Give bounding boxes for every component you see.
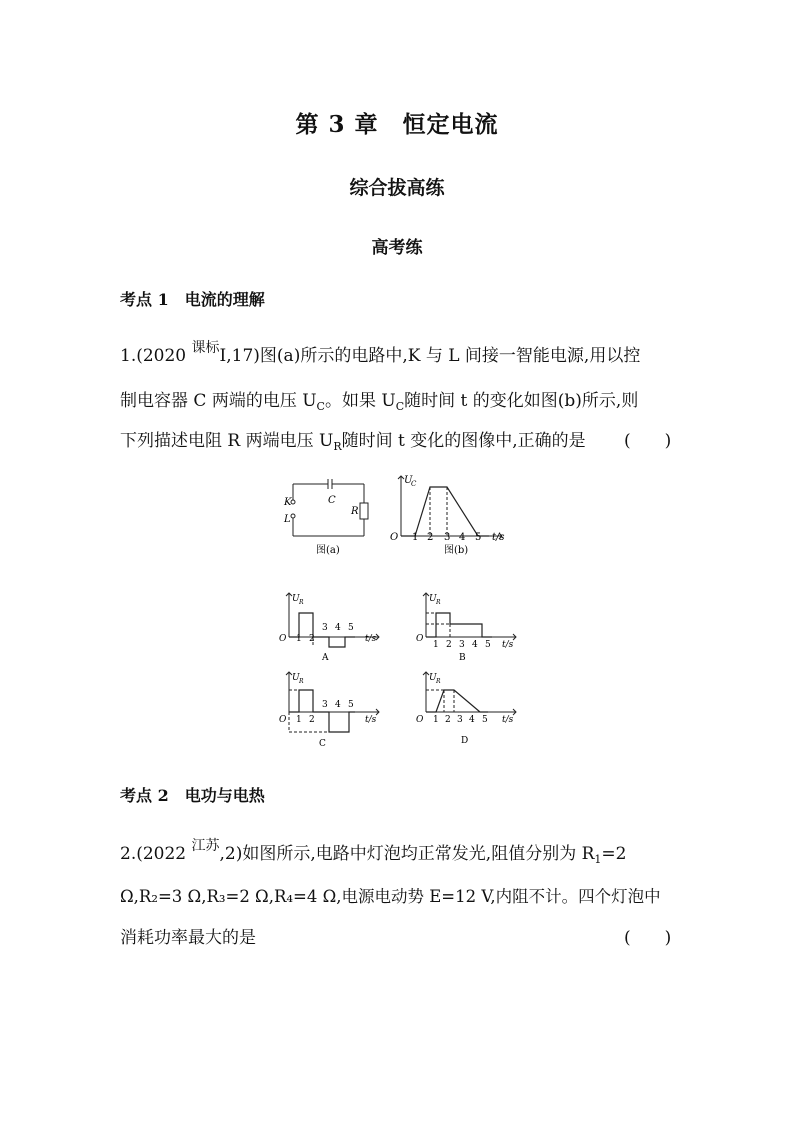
q2-sub-1: 1 (594, 853, 602, 866)
q1-text-2b: 。如果 U (324, 391, 396, 411)
option-c-graph[interactable] (275, 667, 390, 749)
tick-a-5: 5 (348, 623, 354, 633)
section-title: 综合拔高练 (349, 177, 445, 199)
origin-a: O (279, 634, 287, 644)
ur-label-c: U (292, 673, 300, 683)
ur-sub-a: R (299, 599, 304, 606)
topic-heading-1: 考点 1 电流的理解 (120, 290, 265, 309)
ur-sub-b: R (436, 599, 441, 606)
q1-source-tail: Ⅰ,17) (219, 346, 260, 366)
q2-line-2: Ω,R₂=3 Ω,R₃=2 Ω,R₄=4 Ω,电源电动势 E=12 V,内阻不计。四个灯泡中 (120, 887, 661, 906)
tick-d-2: 2 (445, 715, 451, 725)
q1-sub-c-2: C (395, 400, 405, 413)
t-axis-a: t/s (365, 634, 377, 644)
ur-label-d: U (429, 673, 437, 683)
tick-a-2: 2 (309, 634, 315, 644)
origin-d: O (416, 715, 424, 725)
tick-d-4: 4 (469, 715, 475, 725)
tick-c-1: 1 (296, 715, 302, 725)
origin-b: O (390, 532, 399, 543)
tick-b-4: 4 (459, 532, 466, 543)
q2-source: 江苏 (191, 838, 220, 854)
tick-bb-3: 3 (459, 640, 465, 650)
q1-answer-paren[interactable]: ( ) (624, 431, 672, 451)
tick-b-1: 1 (412, 532, 419, 543)
q2-answer-paren[interactable]: ( ) (624, 928, 672, 948)
subsection-title: 高考练 (371, 238, 423, 258)
label-c: C (328, 495, 336, 506)
t-axis-b: t/s (492, 532, 505, 543)
origin-b2: O (416, 634, 424, 644)
option-a-label: A (322, 653, 329, 663)
tick-bb-1: 1 (433, 640, 439, 650)
tick-a-3: 3 (322, 623, 328, 633)
tick-c-4: 4 (335, 700, 341, 710)
tick-d-3: 3 (457, 715, 463, 725)
caption-b: 图(b) (444, 545, 469, 556)
option-a-graph[interactable] (275, 588, 390, 666)
tick-bb-5: 5 (485, 640, 491, 650)
q1-text-1: 图(a)所示的电路中,K 与 L 间接一智能电源,用以控 (259, 346, 641, 366)
tick-c-3: 3 (322, 700, 328, 710)
tick-c-5: 5 (348, 700, 354, 710)
q1-text-3a: 下列描述电阻 R 两端电压 U (120, 431, 334, 451)
tick-c-2: 2 (309, 715, 315, 725)
origin-c: O (279, 715, 287, 725)
q1-text-2a: 制电容器 C 两端的电压 U (120, 391, 317, 411)
q2-number: 2.(2022 (120, 844, 192, 864)
ur-sub-d: R (436, 678, 441, 685)
q1-number: 1.(2020 (120, 346, 192, 366)
ur-label-b: U (429, 594, 437, 604)
tick-bb-2: 2 (446, 640, 452, 650)
label-k: K (284, 497, 292, 508)
tick-a-1: 1 (296, 634, 302, 644)
q2-source-tail: ,2) (219, 844, 243, 864)
label-l: L (284, 514, 291, 525)
q2-text-1b: =2 (601, 844, 627, 864)
tick-b-3: 3 (444, 532, 451, 543)
t-axis-bb: t/s (502, 640, 514, 650)
uc-graph-b (384, 470, 514, 560)
q2-line-1 (120, 839, 626, 864)
q1-text-3b: 随时间 t 变化的图像中,正确的是 (341, 431, 586, 451)
q1-sub-r: R (333, 440, 342, 453)
q1-sub-c: C (316, 400, 325, 413)
tick-d-1: 1 (433, 715, 439, 725)
option-c-label: C (319, 739, 326, 749)
ur-label-a: U (292, 594, 300, 604)
uc-axis-sub: C (411, 480, 417, 488)
tick-bb-4: 4 (472, 640, 478, 650)
tick-d-5: 5 (482, 715, 488, 725)
q1-text-2c: 随时间 t 的变化如图(b)所示,则 (404, 391, 639, 411)
q1-line-3 (120, 426, 586, 451)
uc-axis-label: U (404, 475, 413, 486)
option-d-graph[interactable] (412, 667, 527, 749)
t-axis-d: t/s (502, 715, 514, 725)
label-r: R (351, 506, 359, 517)
option-d-label: D (461, 736, 469, 746)
circuit-figure-a (276, 470, 376, 560)
option-b-label: B (459, 653, 466, 663)
tick-a-4: 4 (335, 623, 341, 633)
topic-heading-2: 考点 2 电功与电热 (120, 786, 265, 805)
q1-source: 课标 (191, 340, 220, 356)
caption-a: 图(a) (316, 545, 340, 556)
chapter-title: 第 3 章 恒定电流 (295, 111, 499, 138)
option-b-graph[interactable] (412, 588, 527, 666)
tick-b-5: 5 (475, 532, 482, 543)
q1-line-2 (120, 386, 638, 411)
q2-text-1a: 如图所示,电路中灯泡均正常发光,阻值分别为 R (242, 844, 595, 864)
q1-line-1 (120, 341, 640, 366)
t-axis-c: t/s (365, 715, 377, 725)
tick-b-2: 2 (427, 532, 434, 543)
ur-sub-c: R (299, 678, 304, 685)
q2-line-3: 消耗功率最大的是 (120, 928, 256, 948)
